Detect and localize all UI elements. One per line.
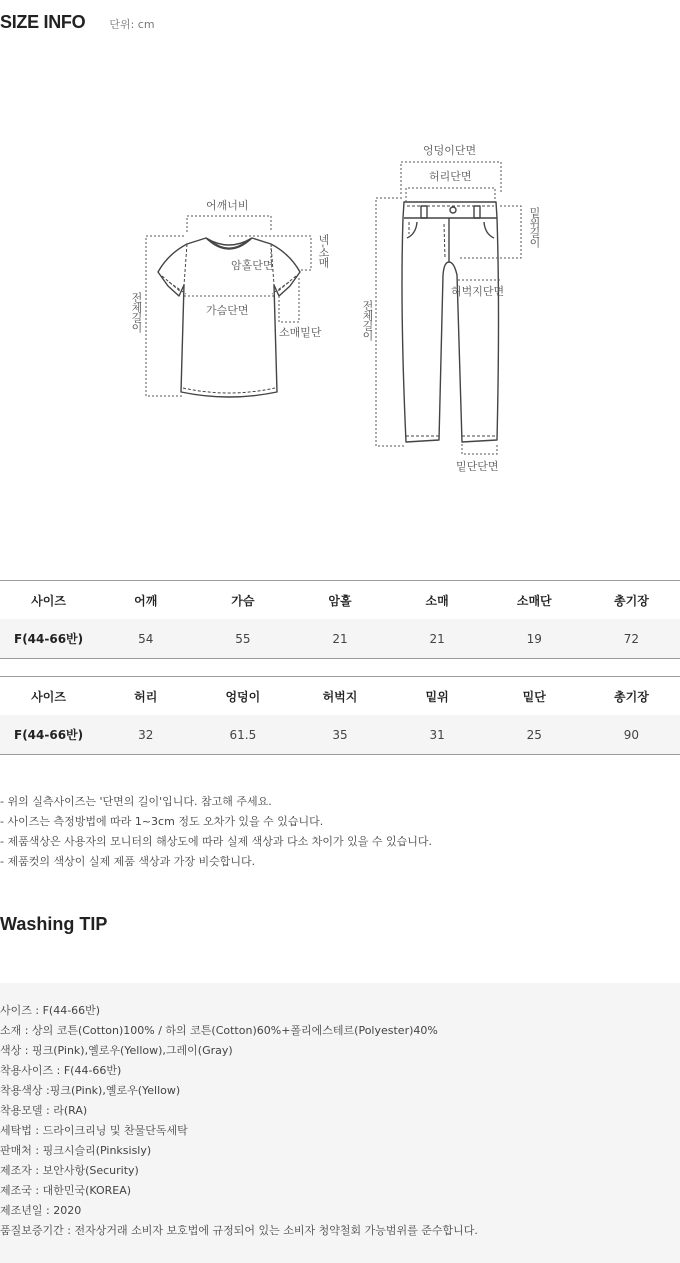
info-item: 색상 : 핑크(Pink),옐로우(Yellow),그레이(Gray) [0,1044,233,1057]
table-header: 총기장 [583,581,680,620]
label-waist: 허리단면 [429,170,472,183]
size-info-title: SIZE INFO [0,12,86,32]
info-item: 세탁법 : 드라이크리닝 및 찬물단독세탁 [0,1124,188,1137]
size-diagram [0,130,680,490]
table-cell: 61.5 [194,715,291,755]
table-header: 총기장 [583,677,680,716]
table-cell: 54 [97,619,194,659]
table-header: 소매 [389,581,486,620]
table-header: 암홀 [291,581,388,620]
table-cell: 35 [291,715,388,755]
washing-tip-title: Washing TIP [0,914,108,934]
table-cell: 72 [583,619,680,659]
table-cell: 19 [486,619,583,659]
table-header-row [0,581,680,620]
table-header: 밑단 [486,677,583,716]
label-thigh: 허벅지단면 [451,285,505,298]
label-cuff: 소매밑단 [279,326,322,339]
table-header: 허리 [97,677,194,716]
top-size-table [0,580,680,659]
table-header: 사이즈 [0,581,97,620]
size-info-header [0,12,155,33]
label-bottom-length: 전체길이 [361,300,374,340]
table-cell: 21 [291,619,388,659]
note-line: - 위의 실측사이즈는 '단면의 길이'입니다. 참고해 주세요. [0,795,272,808]
label-neck-sleeve: 넥-소매 [317,234,330,267]
label-hem: 밑단단면 [456,460,499,473]
info-item: 착용모델 : 라(RA) [0,1104,88,1117]
table-cell: 55 [194,619,291,659]
note-line: - 제품색상은 사용자의 모니터의 해상도에 따라 실제 색상과 다소 차이가 있을 수 있습니다. [0,835,432,848]
table-cell: F(44-66반) [0,715,97,755]
note-line: - 제품컷의 색상이 실제 제품 색상과 가장 비슷합니다. [0,855,256,868]
table-header: 가슴 [194,581,291,620]
label-hip: 엉덩이단면 [423,144,477,157]
note-line: - 사이즈는 측정방법에 따라 1~3cm 정도 오차가 있을 수 있습니다. [0,815,324,828]
info-item: 제조년일 : 2020 [0,1204,82,1217]
info-item: 착용색상 :핑크(Pink),옐로우(Yellow) [0,1084,181,1097]
table-header: 엉덩이 [194,677,291,716]
info-item: 소재 : 상의 코튼(Cotton)100% / 하의 코튼(Cotton)60%+폴리에스테르(Polyester)40% [0,1024,438,1037]
garment-illustration [0,130,680,490]
table-cell: 31 [389,715,486,755]
table-header: 밑위 [389,677,486,716]
label-top-length: 전체길이 [130,292,143,332]
info-item: 제조자 : 보안사항(Security) [0,1164,139,1177]
label-rise: 밑위길이 [528,207,541,247]
label-shoulder-width: 어깨너비 [206,199,249,212]
info-item: 착용사이즈 : F(44-66반) [0,1064,122,1077]
label-armhole: 암홀단면 [231,259,274,272]
label-chest: 가슴단면 [206,304,249,317]
table-header-row [0,677,680,716]
unit-label: 단위: cm [109,18,155,31]
bottom-size-table [0,676,680,755]
table-header: 허벅지 [291,677,388,716]
table-header: 소매단 [486,581,583,620]
table-cell: 25 [486,715,583,755]
table-row [0,715,680,755]
product-info-list [0,1001,478,1241]
info-item: 사이즈 : F(44-66반) [0,1004,101,1017]
size-notes [0,792,432,872]
table-cell: F(44-66반) [0,619,97,659]
info-item: 판매처 : 핑크시슬리(Pinksisly) [0,1144,152,1157]
table-header: 어깨 [97,581,194,620]
table-cell: 32 [97,715,194,755]
product-info-panel [0,983,680,1263]
table-header: 사이즈 [0,677,97,716]
table-cell: 90 [583,715,680,755]
table-row [0,619,680,659]
info-item: 제조국 : 대한민국(KOREA) [0,1184,132,1197]
table-cell: 21 [389,619,486,659]
info-item: 품질보증기간 : 전자상거래 소비자 보호법에 규정되어 있는 소비자 청약철회 가능범위를 준수합니다. [0,1224,478,1237]
